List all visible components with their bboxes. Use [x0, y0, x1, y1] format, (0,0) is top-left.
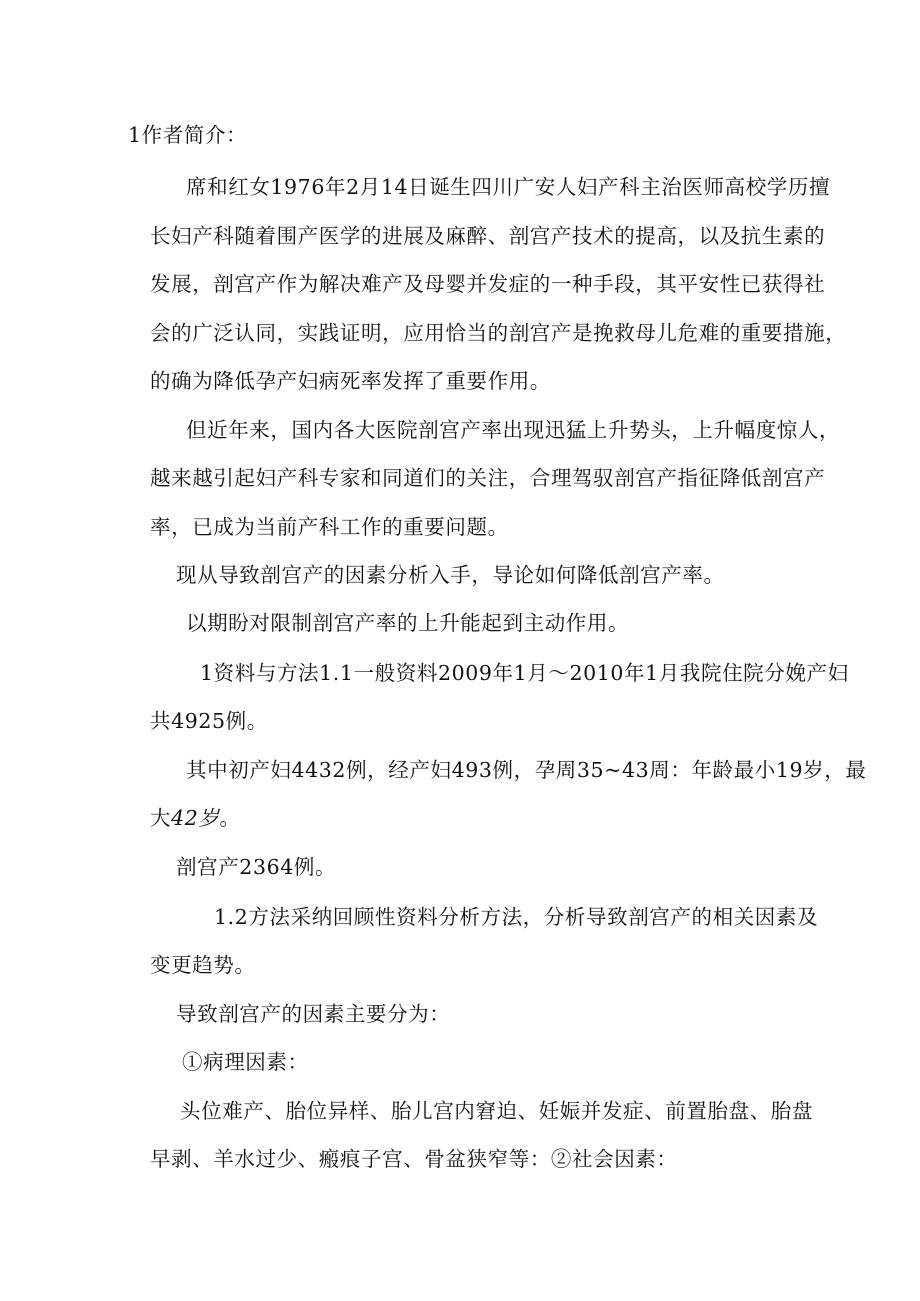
paragraph-line: 1.2方法采纳回顾性资料分析方法，分析导致剖宫产的相关因素及 — [214, 905, 819, 929]
text-segment: 。 — [219, 806, 241, 830]
paragraph-expectation: 以期盼对限制剖宫产率的上升能起到主动作用。 — [186, 611, 630, 635]
paragraph-line: 但近年来，国内各大医院剖宫产率出现迅猛上升势头，上升幅度惊人， — [186, 418, 841, 442]
paragraph-line: 早剥、羊水过少、瘢痕子宫、骨盆狭窄等：②社会因素： — [150, 1147, 678, 1171]
paragraph-line: 越来越引起妇产科专家和同道们的关注，合理驾驭剖宫产指征降低剖宫产 — [150, 466, 826, 490]
paragraph-line: 发展，剖宫产作为解决难产及母婴并发症的一种手段，其平安性已获得社 — [150, 272, 826, 296]
paragraph-line: 的确为降低孕产妇病死率发挥了重要作用。 — [150, 369, 551, 393]
paragraph-analysis: 现从导致剖宫产的因素分析入手，导论如何降低剖宫产率。 — [176, 563, 725, 587]
text-segment: 大 — [150, 806, 172, 830]
paragraph-line: 会的广泛认同，实践证明，应用恰当的剖宫产是挽救母儿危难的重要措施， — [150, 321, 847, 345]
paragraph-cesarean-count: 剖宫产2364例。 — [176, 855, 337, 879]
paragraph-line — [150, 804, 241, 832]
paragraph-line: 共4925例。 — [150, 709, 268, 733]
paragraph-factors: 导致剖宫产的因素主要分为： — [176, 1002, 451, 1026]
paragraph-pathology: ①病理因素： — [182, 1050, 309, 1074]
paragraph-line: 1资料与方法1.1一般资料2009年1月～2010年1月我院住院分娩产妇 — [200, 661, 849, 685]
paragraph-line: 其中初产妇4432例，经产妇493例，孕周35~43周：年龄最小19岁，最 — [186, 758, 867, 782]
document-heading: 1作者简介： — [128, 123, 248, 147]
paragraph-line: 变更趋势。 — [150, 953, 256, 977]
italic-age: 42岁 — [171, 806, 220, 830]
paragraph-line: 长妇产科随着围产医学的进展及麻醉、剖宫产技术的提高，以及抗生素的 — [150, 224, 826, 248]
paragraph-line: 头位难产、胎位异样、胎儿宫内窘迫、妊娠并发症、前置胎盘、胎盘 — [180, 1099, 813, 1123]
paragraph-line: 率，已成为当前产科工作的重要问题。 — [150, 515, 509, 539]
paragraph-line: 席和红女1976年2月14日诞生四川广安人妇产科主治医师高校学历擅 — [186, 175, 831, 199]
